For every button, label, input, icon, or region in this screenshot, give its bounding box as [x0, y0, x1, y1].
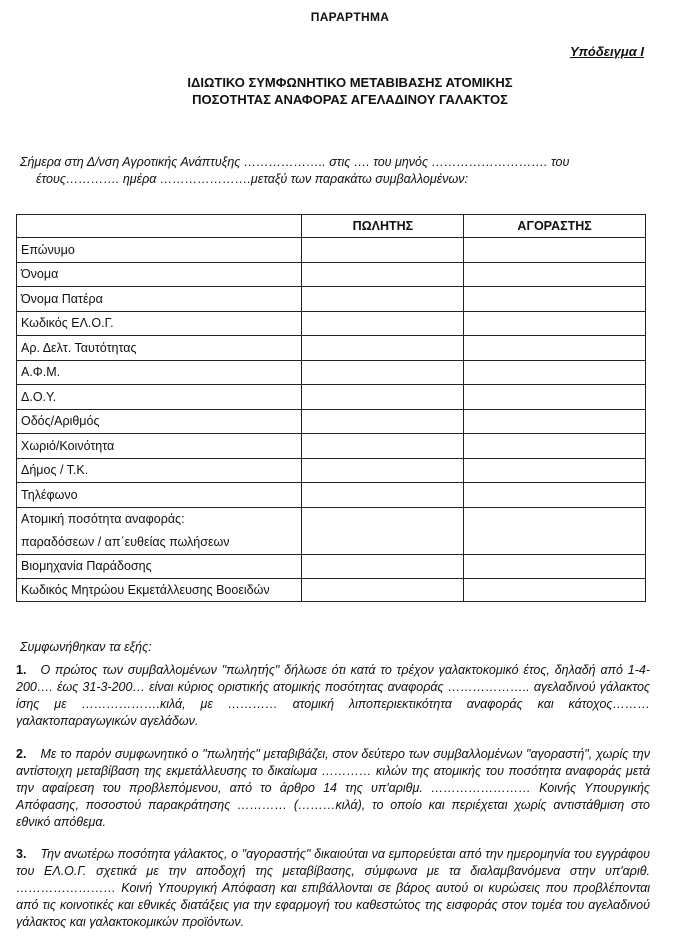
buyer-cell [464, 336, 646, 361]
table-row [17, 507, 646, 554]
buyer-cell [464, 483, 646, 508]
table-row [17, 336, 646, 361]
intro-line-2: έτους…………. ημέρα ………………….μεταξύ των παρακάτω συμβαλλομένων: [36, 172, 468, 186]
row-label-doy: Δ.Ο.Υ. [17, 385, 302, 410]
clause-2 [16, 746, 650, 831]
row-label-street: Οδός/Αριθμός [17, 409, 302, 434]
seller-cell [302, 507, 464, 554]
table-row [17, 554, 646, 579]
intro-line-1: Σήμερα στη Δ/νση Αγροτικής Ανάπτυξης ……………….. στις …. του μηνός ………………………. του [20, 155, 570, 169]
row-label-elog-code: Κωδικός ΕΛ.Ο.Γ. [17, 311, 302, 336]
seller-cell [302, 385, 464, 410]
table-row [17, 287, 646, 312]
buyer-cell [464, 238, 646, 263]
row-label-surname: Επώνυμο [17, 238, 302, 263]
clause-1 [16, 662, 650, 730]
row-label-cattle-registry: Κωδικός Μητρώου Εκμετάλλευσης Βοοειδών [17, 579, 302, 602]
row-label-id-number: Αρ. Δελτ. Ταυτότητας [17, 336, 302, 361]
clause-text: Την ανωτέρω ποσότητα γάλακτος, ο "αγοραστής" δικαιούται να εμπορεύεται από την ημερομηνία του εγγράφου του ΕΛ.Ο.Γ. σχετικά με την αποδοχή της μεταβίβασης, σύμφωνα με τα διαλαμβανόμενα στην υπ'αριθ. …………………… Κοινή Υπουργική Απόφαση και επιβάλλονται σε βάρος αυτού οι κυρώσεις που προβλέπονται από τις κοινοτικές και εθνικές διατάξεις για την εφαρμογή του καθεστώτος της εισφοράς στον τομέα του αγελαδινού γάλακτος και γαλακτοκομικών προϊόντων. [16, 847, 650, 929]
table-row [17, 458, 646, 483]
agreed-heading: Συμφωνήθηκαν τα εξής: [20, 640, 152, 654]
row-label-municipality: Δήμος / Τ.Κ. [17, 458, 302, 483]
buyer-cell [464, 385, 646, 410]
buyer-cell [464, 507, 646, 554]
parties-table [16, 214, 646, 602]
seller-cell [302, 262, 464, 287]
seller-cell [302, 434, 464, 459]
table-row [17, 360, 646, 385]
table-header-buyer: ΑΓΟΡΑΣΤΗΣ [464, 215, 646, 238]
clause-number: 3. [16, 847, 27, 861]
seller-cell [302, 336, 464, 361]
table-row [17, 483, 646, 508]
row-label-reference-quantity [17, 507, 302, 554]
row-label-village: Χωριό/Κοινότητα [17, 434, 302, 459]
seller-cell [302, 458, 464, 483]
table-row [17, 311, 646, 336]
seller-cell [302, 238, 464, 263]
buyer-cell [464, 287, 646, 312]
buyer-cell [464, 434, 646, 459]
document-title-line-2: ΠΟΣΟΤΗΤΑΣ ΑΝΑΦΟΡΑΣ ΑΓΕΛΑΔΙΝΟΥ ΓΑΛΑΚΤΟΣ [192, 92, 508, 107]
document-title [0, 74, 700, 108]
buyer-cell [464, 409, 646, 434]
clause-number: 1. [16, 663, 27, 677]
row-label-afm: Α.Φ.Μ. [17, 360, 302, 385]
table-row [17, 434, 646, 459]
table-header-empty [17, 215, 302, 238]
clause-number: 2. [16, 747, 27, 761]
table-header-seller: ΠΩΛΗΤΗΣ [302, 215, 464, 238]
template-reference: Υπόδειγμα Ι [570, 44, 644, 59]
seller-cell [302, 579, 464, 602]
table-row [17, 262, 646, 287]
seller-cell [302, 360, 464, 385]
seller-cell [302, 409, 464, 434]
buyer-cell [464, 579, 646, 602]
table-row [17, 238, 646, 263]
reference-quantity-line-1: Ατομική ποσότητα αναφοράς: [21, 511, 185, 526]
seller-cell [302, 311, 464, 336]
buyer-cell [464, 554, 646, 579]
table-row [17, 385, 646, 410]
buyer-cell [464, 311, 646, 336]
clause-3 [16, 846, 650, 931]
document-title-line-1: ΙΔΙΩΤΙΚΟ ΣΥΜΦΩΝΗΤΙΚΟ ΜΕΤΑΒΙΒΑΣΗΣ ΑΤΟΜΙΚΗΣ [187, 75, 513, 90]
row-label-father-name: Όνομα Πατέρα [17, 287, 302, 312]
buyer-cell [464, 458, 646, 483]
row-label-dairy-industry: Βιομηχανία Παράδοσης [17, 554, 302, 579]
buyer-cell [464, 262, 646, 287]
clause-text: Ο πρώτος των συμβαλλομένων "πωλητής" δήλωσε ότι κατά το τρέχον γαλακτοκομικό έτος, δηλαδή από 1-4-200…. έως 31-3-200… είναι κύριος οριστικής ατομικής ποσότητας αναφοράς ……………….. αγελαδινού γάλακτος ίσης με ……………….κιλά, με ………… ατομική λιποπεριεκτικότητα αναφοράς και κάτοχος……… γαλακτοπαραγωγικών αγελάδων. [16, 663, 650, 728]
row-label-phone: Τηλέφωνο [17, 483, 302, 508]
annex-title: ΠΑΡΑΡΤΗΜΑ [310, 10, 390, 24]
buyer-cell [464, 360, 646, 385]
intro-paragraph [20, 154, 650, 188]
table-row [17, 409, 646, 434]
row-label-name: Όνομα [17, 262, 302, 287]
seller-cell [302, 287, 464, 312]
seller-cell [302, 554, 464, 579]
table-row [17, 579, 646, 602]
seller-cell [302, 483, 464, 508]
clause-text: Με το παρόν συμφωνητικό ο "πωλητής" μεταβιβάζει, στον δεύτερο των συμβαλλομένων "αγοραστή", χωρίς την αντίστοιχη μεταβίβαση της εκμετάλλευσης το δικαίωμα ………… κιλών της ατομικής του ποσότητα αναφοράς μετά την αφαίρεση του προβλεπόμενου, από το άρθρο 14 της υπ'αριθμ. …………………… Κοινής Υπουργικής Απόφασης, ποσοστού παρακράτησης ………… (………κιλά), το οποίο και περιέχεται χωρίς αντιστάθμιση στο εθνικό απόθεμα. [16, 747, 650, 829]
table-header-row [17, 215, 646, 238]
reference-quantity-line-2: παραδόσεων / απ΄ευθείας πωλήσεων [21, 534, 230, 549]
